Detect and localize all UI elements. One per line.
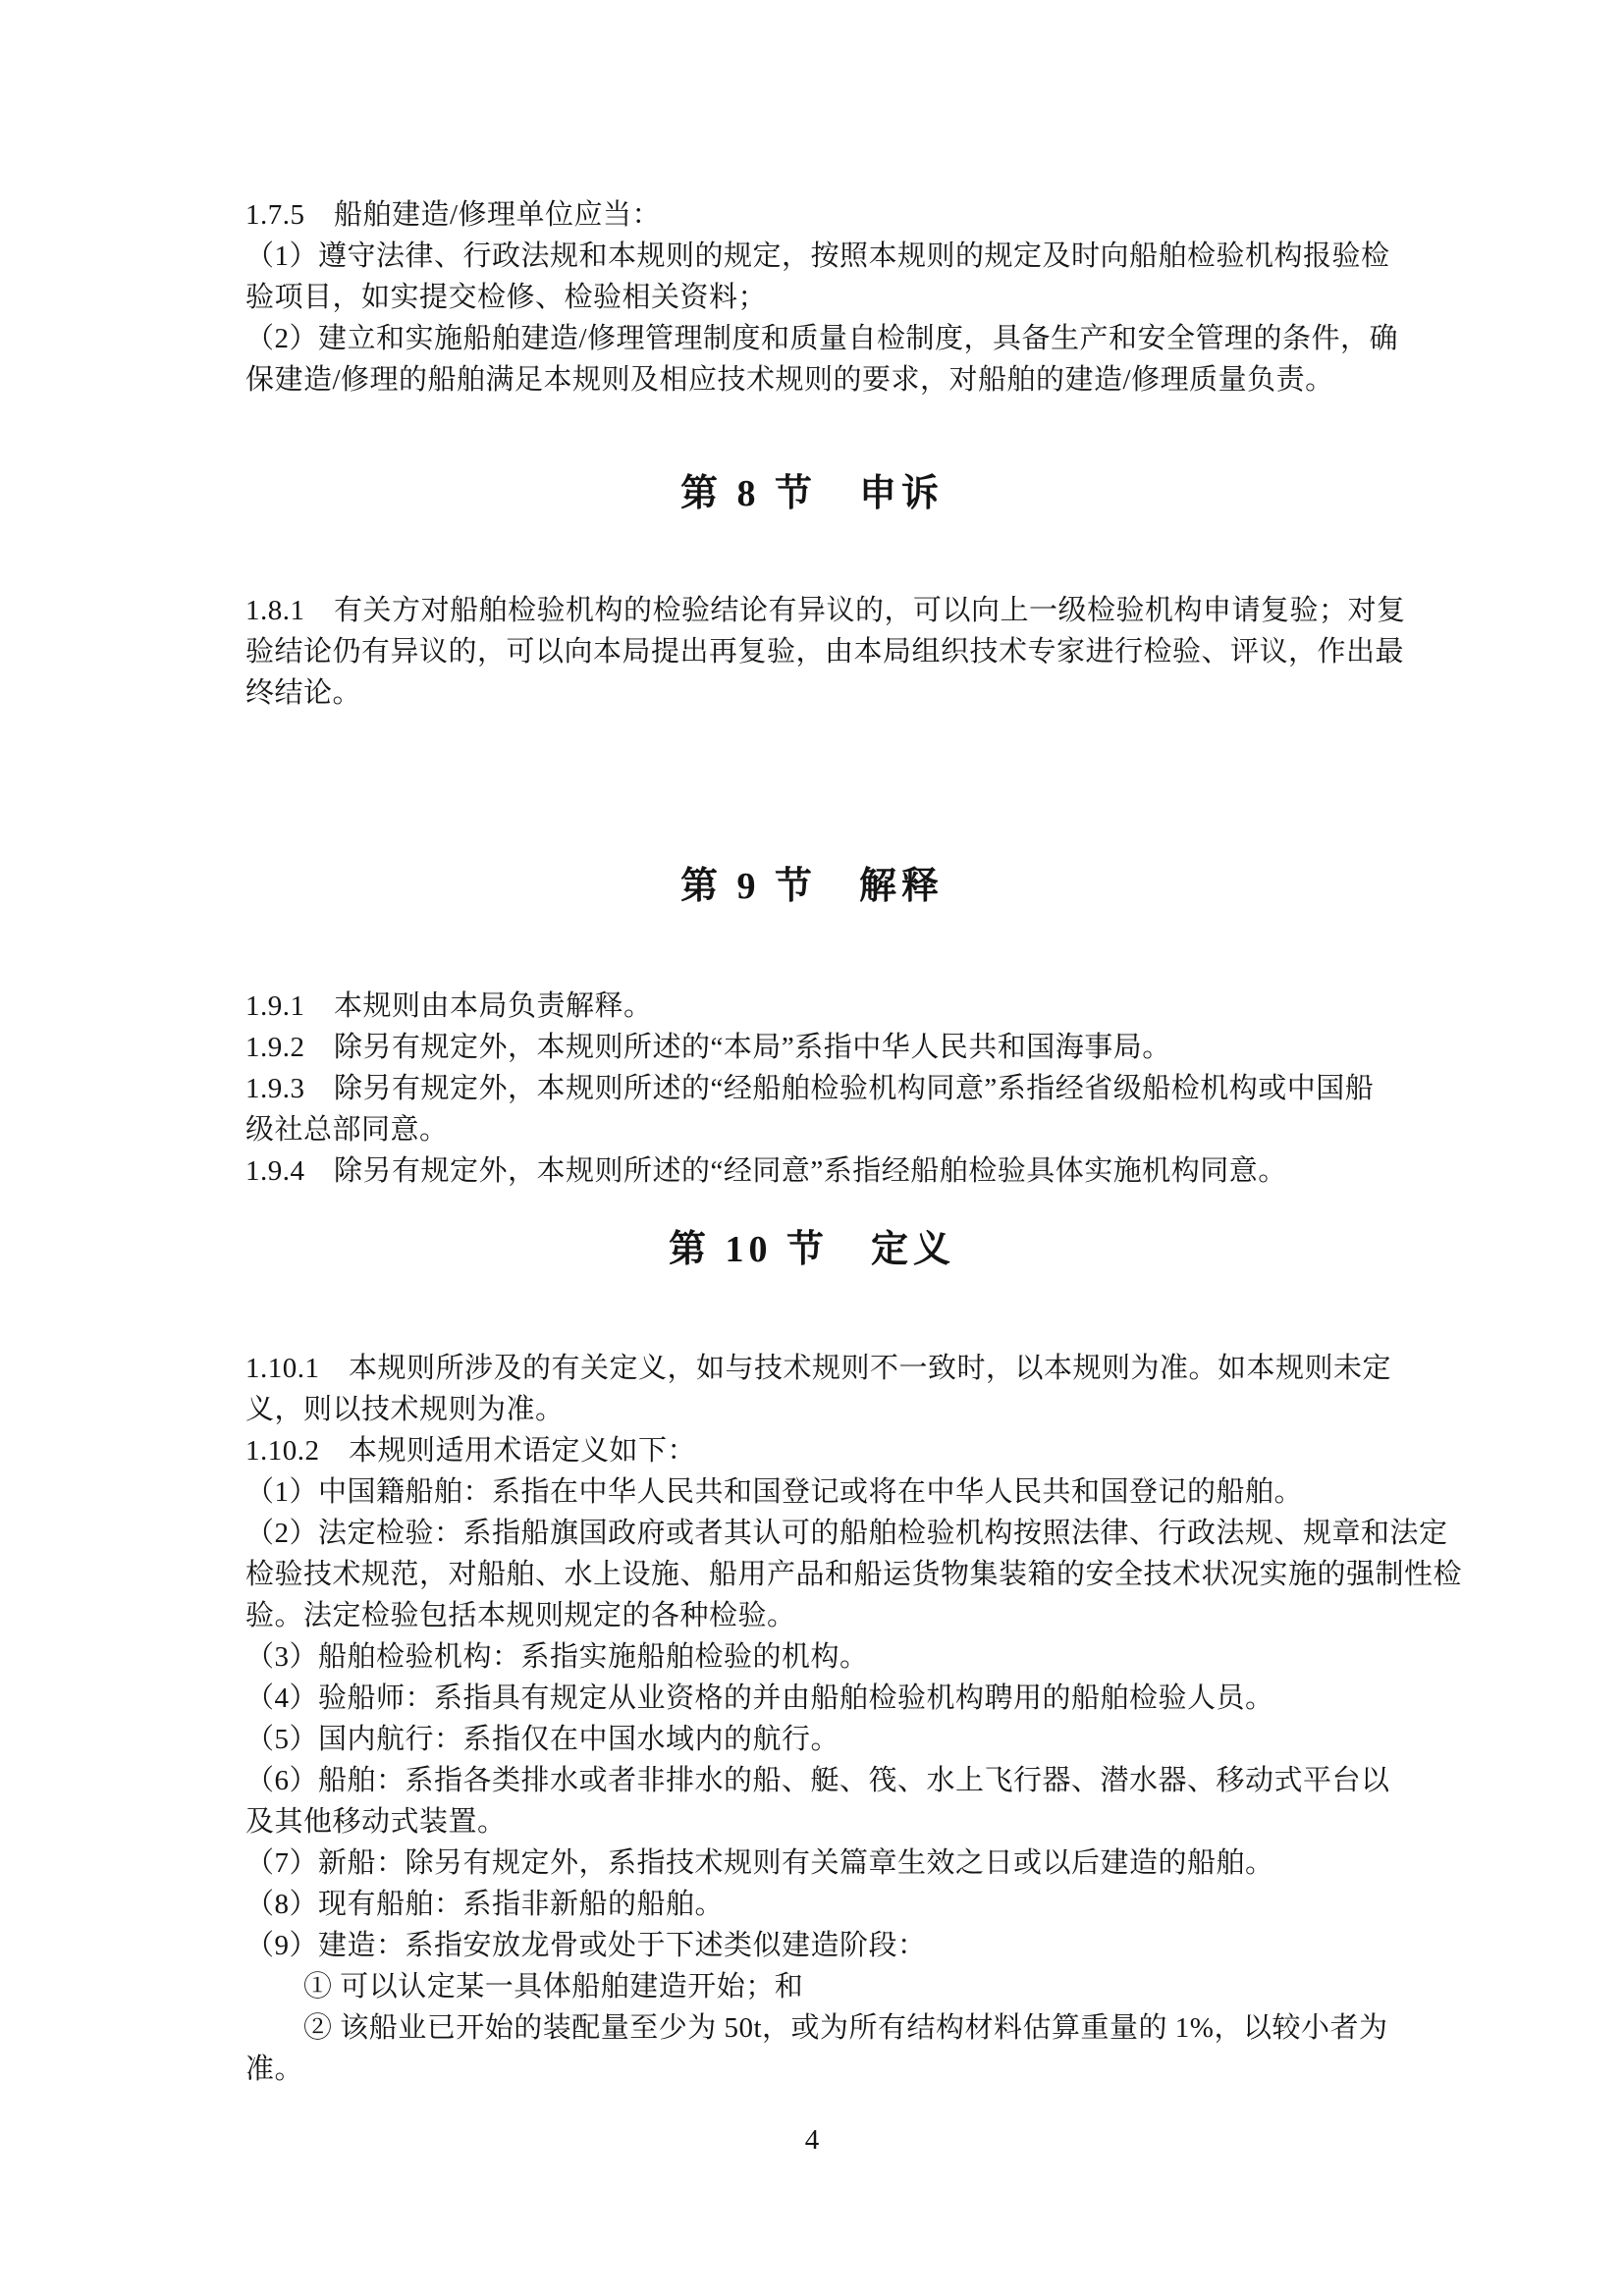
text-line: 准。 [245,2054,304,2085]
text-line: （8）现有船舶：系指非新船的船舶。 [245,1889,725,1920]
text-line: 及其他移动式装置。 [245,1806,507,1838]
text-line: 1.10.1 本规则所涉及的有关定义，如与技术规则不一致时，以本规则为准。如本规则未定 [245,1353,1392,1384]
section-10-heading: 第 10 节 定义 [668,1229,955,1270]
text-line: （2）建立和实施船舶建造/修理管理制度和质量自检制度，具备生产和安全管理的条件，确 [245,323,1399,354]
text-line: （5）国内航行：系指仅在中国水域内的航行。 [245,1724,840,1755]
text-line: 终结论。 [245,677,362,709]
text-line: （3）船舶检验机构：系指实施船舶检验的机构。 [245,1641,869,1673]
text-line: （1）遵守法律、行政法规和本规则的规定，按照本规则的规定及时向船舶检验机构报验检 [245,240,1390,272]
text-line: （4）验船师：系指具有规定从业资格的并由船舶检验机构聘用的船舶检验人员。 [245,1682,1274,1714]
text-line: 1.7.5 船舶建造/修理单位应当： [245,199,662,231]
clause-1-8-1 [245,590,1467,714]
text-line: 检验技术规范，对船舶、水上设施、船用产品和船运货物集装箱的安全技术状况实施的强制性检 [245,1559,1463,1590]
text-line: ② 该船业已开始的装配量至少为 50t，或为所有结构材料估算重量的 1%，以较小者为 [245,2012,1388,2044]
text-line: 级社总部同意。 [245,1114,449,1146]
text-line: 验结论仍有异议的，可以向本局提出再复验，由本局组织技术专家进行检验、评议，作出最 [245,636,1405,667]
text-line: （7）新船：除另有规定外，系指技术规则有关篇章生效之日或以后建造的船舶。 [245,1847,1274,1879]
clause-1-9 [245,986,1467,1192]
text-line: （1）中国籍船舶：系指在中华人民共和国登记或将在中华人民共和国登记的船舶。 [245,1476,1304,1508]
text-line: 1.9.1 本规则由本局负责解释。 [245,990,653,1022]
text-line: 1.9.3 除另有规定外，本规则所述的“经船舶检验机构同意”系指经省级船检机构或中国船 [245,1073,1375,1104]
text-line: 1.9.4 除另有规定外，本规则所述的“经同意”系指经船舶检验具体实施机构同意。 [245,1155,1287,1187]
page-number: 4 [804,2124,820,2156]
text-line: 验项目，如实提交检修、检验相关资料； [245,282,768,313]
text-line: 1.9.2 除另有规定外，本规则所述的“本局”系指中华人民共和国海事局。 [245,1032,1171,1063]
text-line: 保建造/修理的船舶满足本规则及相应技术规则的要求，对船舶的建造/修理质量负责。 [245,364,1334,396]
text-line: （6）船舶：系指各类排水或者非排水的船、艇、筏、水上飞行器、潜水器、移动式平台以 [245,1765,1390,1796]
text-line: 验。法定检验包括本规则规定的各种检验。 [245,1600,796,1631]
clause-1-7-5 [245,194,1467,400]
text-line: ① 可以认定某一具体船舶建造开始；和 [245,1971,804,2002]
section-9-heading: 第 9 节 解释 [679,866,944,907]
text-line: 1.8.1 有关方对船舶检验机构的检验结论有异议的，可以向上一级检验机构申请复验；对复 [245,595,1406,626]
text-line: 义，则以技术规则为准。 [245,1394,565,1425]
text-line: 1.10.2 本规则适用术语定义如下： [245,1435,697,1467]
text-line: （9）建造：系指安放龙骨或处于下述类似建造阶段： [245,1930,927,1961]
clause-1-10 [245,1348,1467,2090]
text-line: （2）法定检验：系指船旗国政府或者其认可的船舶检验机构按照法律、行政法规、规章和法定 [245,1518,1448,1549]
section-8-heading: 第 8 节 申诉 [679,473,944,514]
